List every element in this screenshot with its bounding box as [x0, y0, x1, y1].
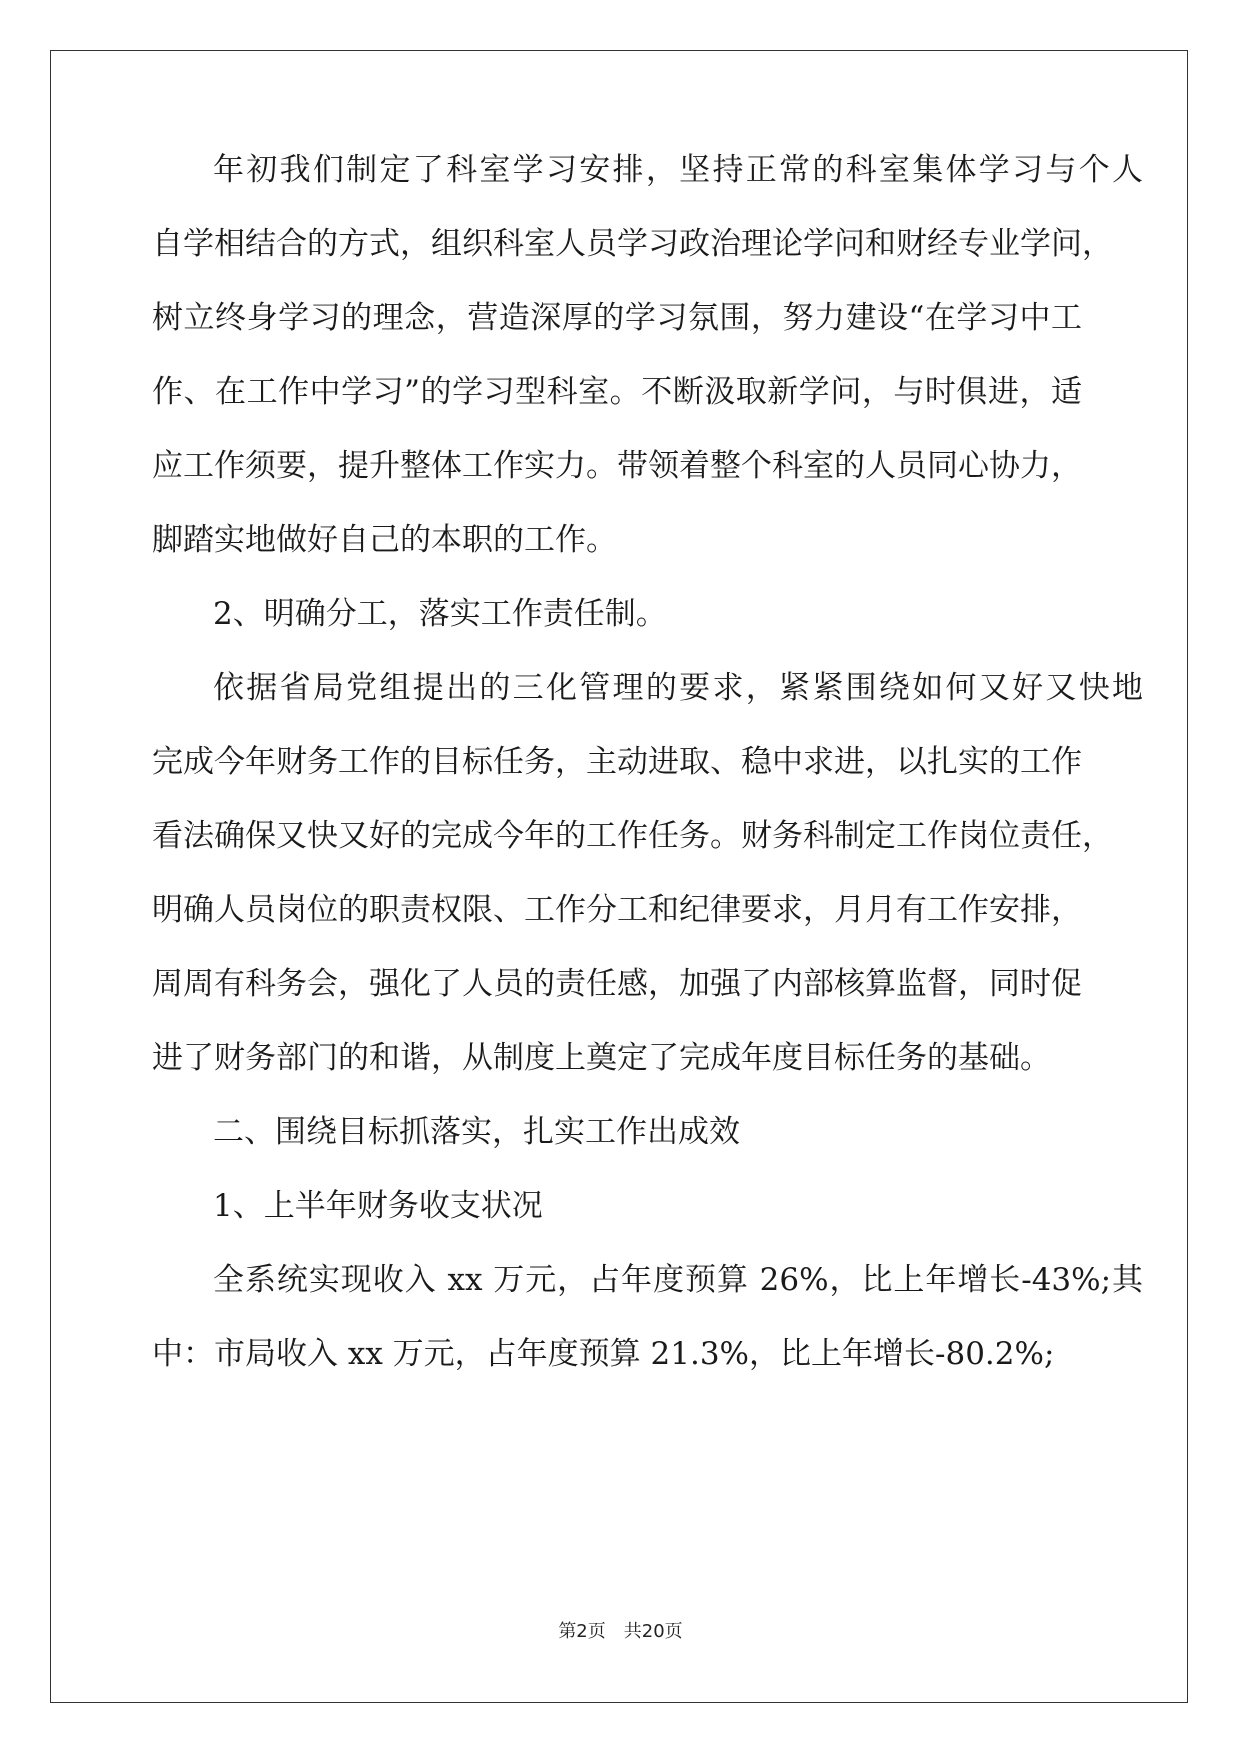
- paragraph-line: 树立终身学习的理念，营造深厚的学习氛围，努力建设“在学习中工: [152, 300, 1082, 336]
- paragraph-line: 作、在工作中学习”的学习型科室。不断汲取新学问，与时俱进，适: [152, 374, 1082, 410]
- section-heading: 二、围绕目标抓落实，扎实工作出成效: [213, 1114, 740, 1150]
- page-total: 共20页: [623, 1621, 683, 1642]
- paragraph-line: 自学相结合的方式，组织科室人员学习政治理论学问和财经专业学问，: [152, 226, 1113, 262]
- paragraph-line: 看法确保又快又好的完成今年的工作任务。财务科制定工作岗位责任，: [152, 818, 1113, 854]
- page-number: 第2页: [558, 1621, 606, 1642]
- paragraph-line: 中：市局收入 xx 万元，占年度预算 21.3%，比上年增长-80.2%;: [152, 1336, 1055, 1372]
- paragraph-line: 完成今年财务工作的目标任务，主动进取、稳中求进，以扎实的工作: [152, 744, 1082, 780]
- paragraph-line: 明确人员岗位的职责权限、工作分工和纪律要求，月月有工作安排，: [152, 892, 1082, 928]
- page-footer: [0, 1620, 1241, 1644]
- section-heading: 1、上半年财务收支状况: [213, 1188, 543, 1224]
- paragraph-line: 周周有科务会，强化了人员的责任感，加强了内部核算监督，同时促: [152, 966, 1082, 1002]
- paragraph-line: 年初我们制定了科室学习安排，坚持正常的科室集体学习与个人: [213, 152, 1143, 188]
- paragraph-line: 脚踏实地做好自己的本职的工作。: [152, 522, 617, 558]
- paragraph-line: 全系统实现收入 xx 万元，占年度预算 26%，比上年增长-43%;其: [213, 1262, 1143, 1298]
- paragraph-line: 依据省局党组提出的三化管理的要求，紧紧围绕如何又好又快地: [213, 670, 1143, 706]
- section-heading: 2、明确分工，落实工作责任制。: [213, 596, 667, 632]
- paragraph-line: 应工作须要，提升整体工作实力。带领着整个科室的人员同心协力，: [152, 448, 1082, 484]
- paragraph-line: 进了财务部门的和谐，从制度上奠定了完成年度目标任务的基础。: [152, 1040, 1051, 1076]
